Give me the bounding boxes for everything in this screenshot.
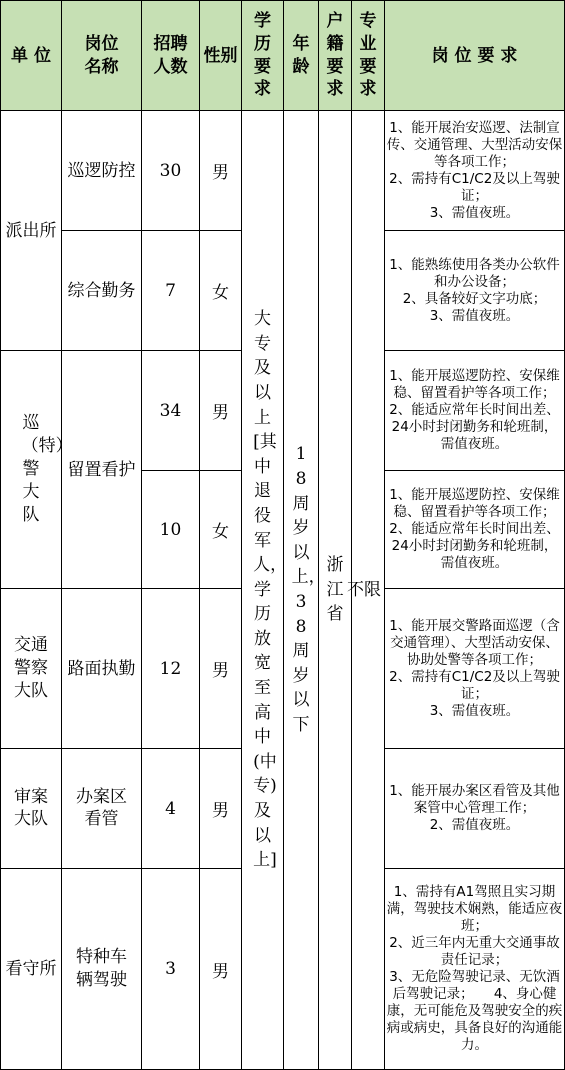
position-cell: 办案区看管 [62,749,142,869]
position-cell: 巡逻防控 [62,111,142,231]
count-cell: 7 [142,231,200,351]
gender-cell: 女 [200,231,242,351]
education-cell: 大专及以上[其中退役军人，学历放宽至高中(中专)及以上] [242,111,284,1070]
requirements-cell: 1、能开展交警路面巡逻（含交通管理）、大型活动安保、协助处警等各项工作； 2、需持有C1/C2及以上驾驶证； 3、需值夜班。 [385,589,565,749]
gender-cell: 男 [200,869,242,1070]
header-gender: 性别 [200,1,242,111]
unit-cell: 派出所 [1,111,62,351]
unit-cell: 巡（特）警大队 [1,351,62,589]
major-cell: 不限 [352,111,385,1070]
header-education: 学历要求 [242,1,284,111]
unit-cell: 审案大队 [1,749,62,869]
header-unit: 单 位 [1,1,62,111]
age-cell: 18周岁以上，38周岁以下 [284,111,319,1070]
gender-cell: 男 [200,351,242,471]
gender-cell: 男 [200,749,242,869]
gender-cell: 女 [200,471,242,589]
requirements-cell: 1、能开展巡逻防控、安保维稳、留置看护等各项工作； 2、能适应常年长时间出差、24小时封闭勤务和轮班制，需值夜班。 [385,351,565,471]
position-cell: 综合勤务 [62,231,142,351]
count-cell: 12 [142,589,200,749]
header-position: 岗位名称 [62,1,142,111]
unit-cell: 交通警察大队 [1,589,62,749]
header-age: 年龄 [284,1,319,111]
header-hukou: 户籍要求 [319,1,352,111]
position-cell: 路面执勤 [62,589,142,749]
count-cell: 30 [142,111,200,231]
gender-cell: 男 [200,589,242,749]
requirements-cell: 1、能开展巡逻防控、安保维稳、留置看护等各项工作； 2、能适应常年长时间出差、24小时封闭勤务和轮班制，需值夜班。 [385,471,565,589]
requirements-cell: 1、能熟练使用各类办公软件和办公设备； 2、具备较好文字功底； 3、需值夜班。 [385,231,565,351]
header-count: 招聘人数 [142,1,200,111]
header-row [1,1,565,111]
count-cell: 4 [142,749,200,869]
hukou-cell: 浙江省 [319,111,352,1070]
requirements-cell: 1、能开展办案区看管及其他案管中心管理工作； 2、需值夜班。 [385,749,565,869]
count-cell: 34 [142,351,200,471]
gender-cell: 男 [200,111,242,231]
position-cell: 留置看护 [62,351,142,589]
count-cell: 3 [142,869,200,1070]
requirements-cell: 1、需持有A1驾照且实习期满，驾驶技术娴熟，能适应夜班； 2、近三年内无重大交通事故责任记录； 3、无危险驾驶记录、无饮酒后驾驶记录； 4、身心健康，无可能危及驾驶安全的疾病或病史，具备良好的沟通能力。 [385,869,565,1070]
count-cell: 10 [142,471,200,589]
header-major: 专业要求 [352,1,385,111]
requirements-cell: 1、能开展治安巡逻、法制宣传、交通管理、大型活动安保等各项工作； 2、需持有C1/C2及以上驾驶证； 3、需值夜班。 [385,111,565,231]
unit-cell: 看守所 [1,869,62,1070]
position-cell: 特种车辆驾驶 [62,869,142,1070]
header-requirements: 岗 位 要 求 [385,1,565,111]
table-row [1,111,565,231]
